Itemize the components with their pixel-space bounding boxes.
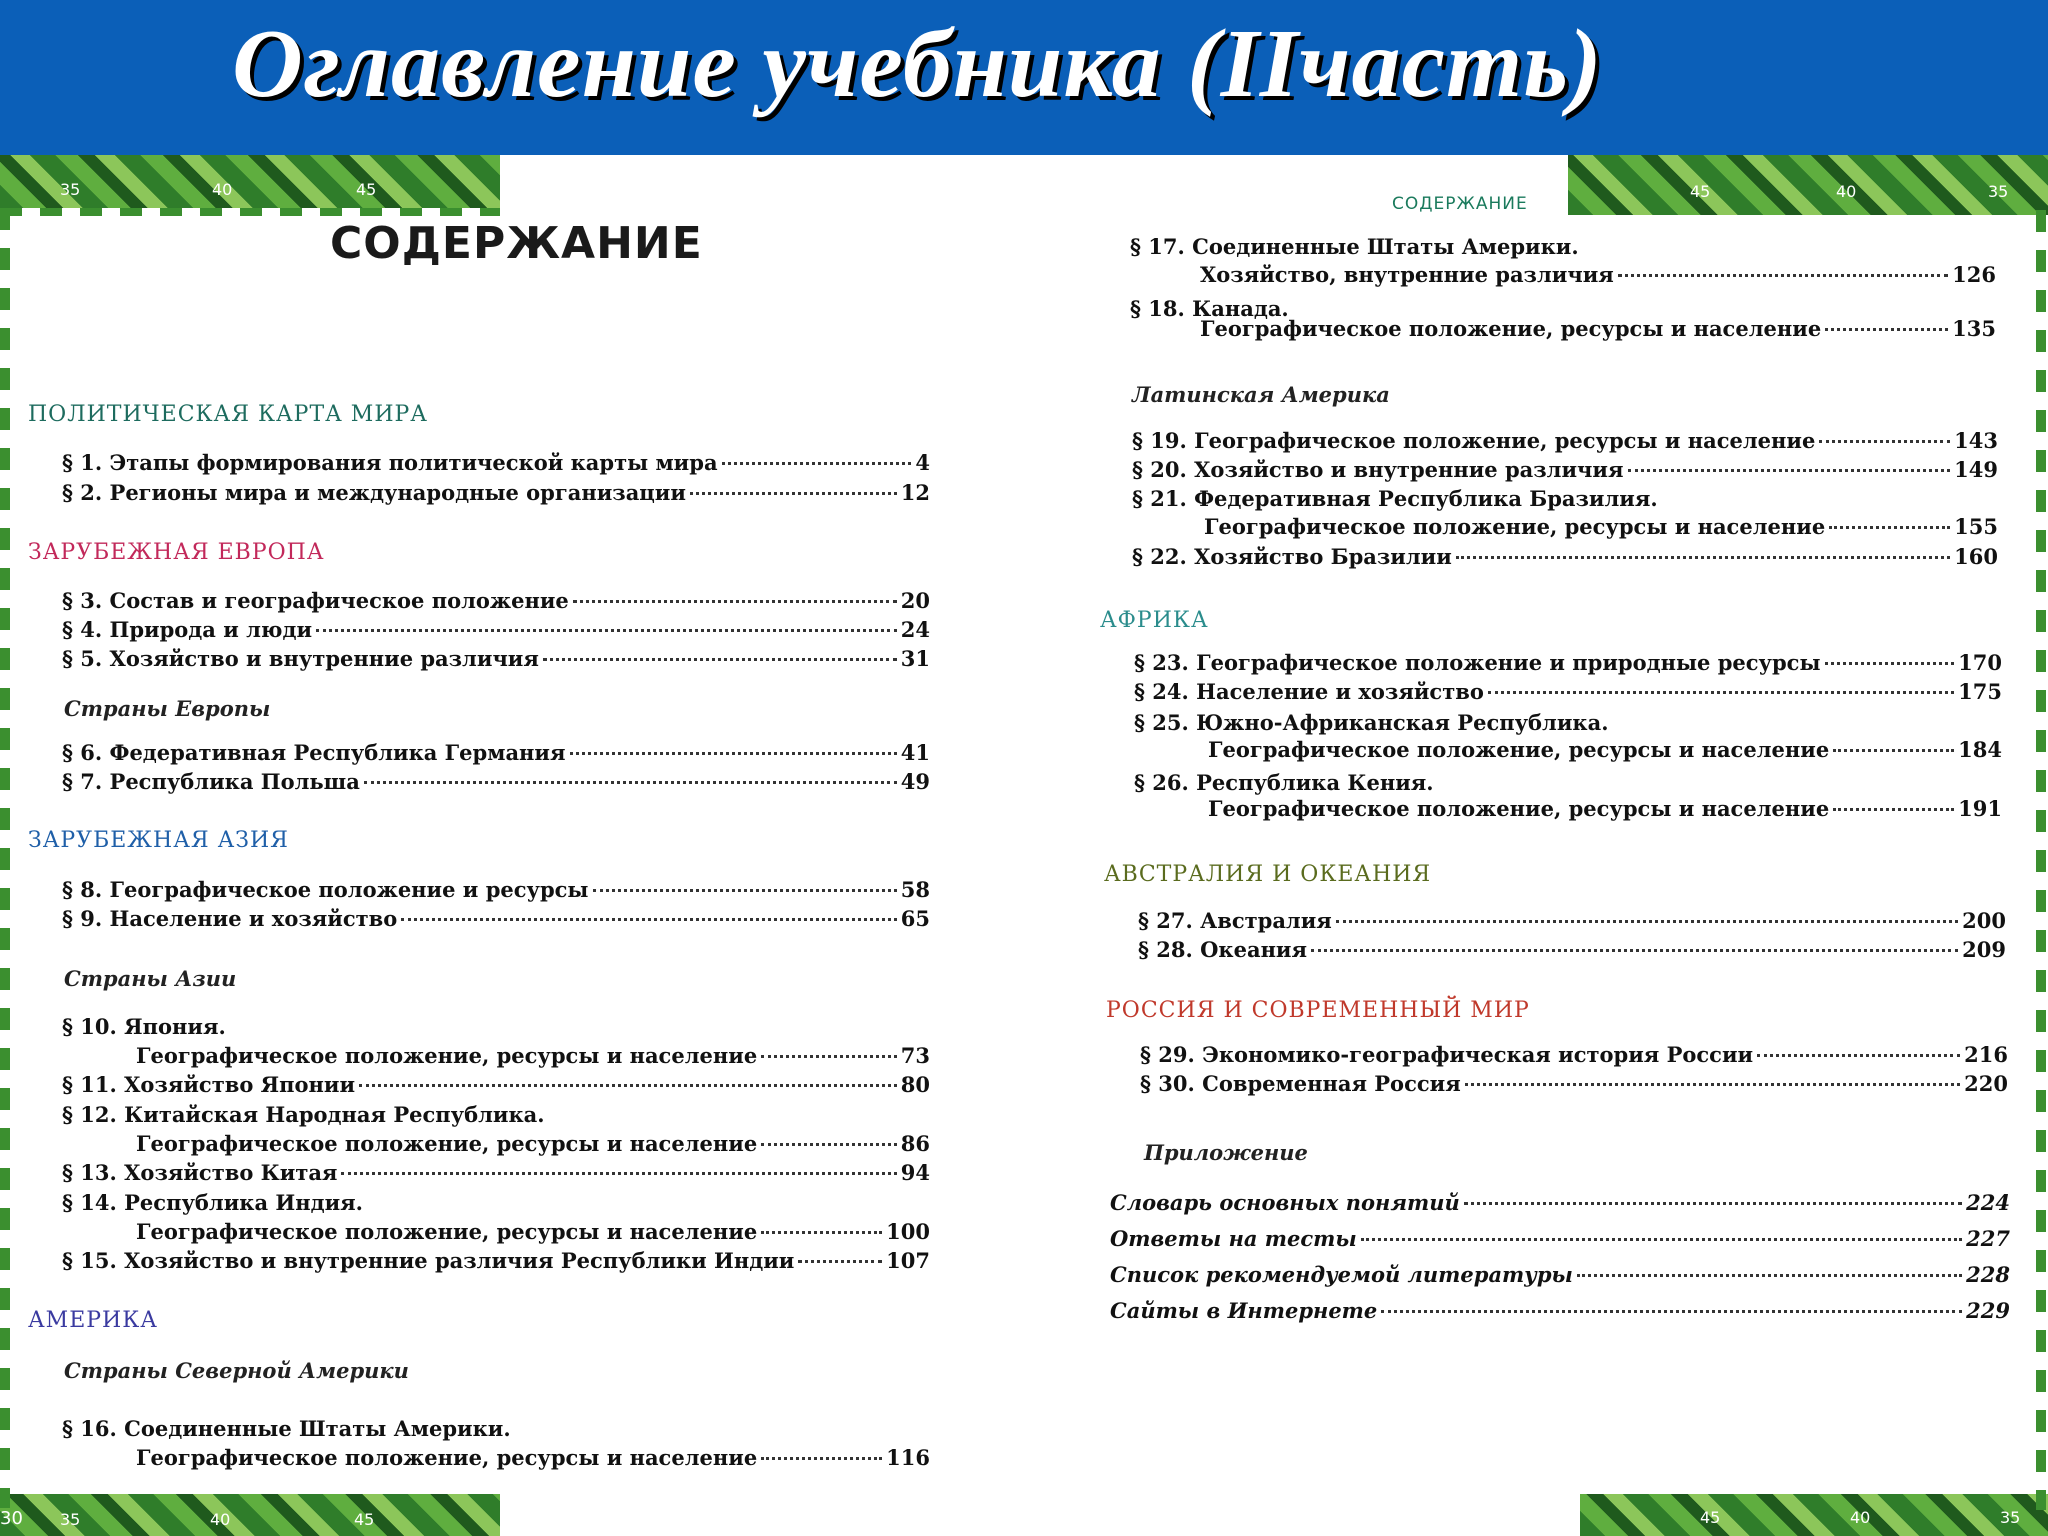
section-heading-america: АМЕРИКА [28,1308,158,1333]
toc-title: СОДЕРЖАНИЕ [330,218,703,269]
toc-entry-test-answers[interactable]: Ответы на тесты 227 [1110,1226,2010,1251]
subheading-countries-asia: Страны Азии [64,966,237,991]
toc-entry-21[interactable]: § 21. Федеративная Республика Бразилия. [1132,486,1658,511]
toc-entry-1[interactable]: § 1. Этапы формирования политической карты мира 4 [62,450,930,475]
page-num-bottom-left-1: 30 [0,1508,23,1529]
toc-entry-4[interactable]: § 4. Природа и люди 24 [62,617,930,642]
toc-entry-6[interactable]: § 6. Федеративная Республика Германия 41 [62,740,930,765]
toc-entry-23[interactable]: § 23. Географическое положение и природные ресурсы 170 [1134,650,2002,675]
section-heading-foreign-asia: ЗАРУБЕЖНАЯ АЗИЯ [28,828,289,853]
toc-entry-10-sub[interactable]: Географическое положение, ресурсы и население 73 [136,1043,930,1068]
toc-entry-17-sub[interactable]: Хозяйство, внутренние различия 126 [1200,262,1996,287]
subheading-countries-north-america: Страны Северной Америки [64,1358,409,1383]
page-num-top-left-3: 45 [356,180,377,199]
toc-entry-18-sub[interactable]: Географическое положение, ресурсы и население 135 [1200,316,1996,341]
subheading-latin-america: Латинская Америка [1132,382,1390,407]
slide-title: Оглавление учебника (IIчасть) [232,10,1603,118]
section-heading-foreign-europe: ЗАРУБЕЖНАЯ ЕВРОПА [28,540,325,565]
toc-entry-18[interactable]: § 18. Канада. [1130,296,1289,321]
toc-entry-literature[interactable]: Список рекомендуемой литературы 228 [1110,1262,2010,1287]
toc-entry-9[interactable]: § 9. Население и хозяйство 65 [62,906,930,931]
toc-entry-21-sub[interactable]: Географическое положение, ресурсы и население 155 [1204,514,1998,539]
toc-entry-15[interactable]: § 15. Хозяйство и внутренние различия Республики Индии 107 [62,1248,930,1273]
toc-entry-2[interactable]: § 2. Регионы мира и международные организации 12 [62,480,930,505]
toc-entry-29[interactable]: § 29. Экономико-географическая история России 216 [1140,1042,2008,1067]
toc-entry-8[interactable]: § 8. Географическое положение и ресурсы 58 [62,877,930,902]
subheading-appendix: Приложение [1144,1140,1308,1165]
toc-entry-glossary[interactable]: Словарь основных понятий 224 [1110,1190,2010,1215]
toc-entry-28[interactable]: § 28. Океания 209 [1138,937,2006,962]
checker-border-left [0,208,10,1508]
toc-entry-26[interactable]: § 26. Республика Кения. [1134,770,1434,795]
page-num-bottom-right-2: 40 [1850,1508,1871,1527]
page-num-bottom-left-3: 40 [210,1510,231,1529]
page-num-bottom-right-1: 45 [1700,1508,1721,1527]
subheading-countries-europe: Страны Европы [64,696,271,721]
toc-entry-25-sub[interactable]: Географическое положение, ресурсы и население 184 [1208,737,2002,762]
toc-entry-7[interactable]: § 7. Республика Польша 49 [62,769,930,794]
toc-entry-25[interactable]: § 25. Южно-Африканская Республика. [1134,710,1609,735]
toc-entry-19[interactable]: § 19. Географическое положение, ресурсы и население 143 [1132,428,1998,453]
section-heading-africa: АФРИКА [1100,608,1209,633]
page-num-top-right-3: 35 [1988,182,2009,201]
toc-entry-16[interactable]: § 16. Соединенные Штаты Америки. [62,1416,511,1441]
section-heading-russia-modern-world: РОССИЯ И СОВРЕМЕННЫЙ МИР [1106,998,1530,1023]
toc-entry-30[interactable]: § 30. Современная Россия 220 [1140,1071,2008,1096]
toc-entry-10[interactable]: § 10. Япония. [62,1014,226,1039]
checker-border-right [2036,210,2046,1510]
toc-entry-20[interactable]: § 20. Хозяйство и внутренние различия 149 [1132,457,1998,482]
page-num-top-right-1: 45 [1690,182,1711,201]
toc-entry-14[interactable]: § 14. Республика Индия. [62,1190,363,1215]
page-num-top-right-2: 40 [1836,182,1857,201]
running-head: СОДЕРЖАНИЕ [1392,194,1528,214]
toc-entry-22[interactable]: § 22. Хозяйство Бразилии 160 [1132,544,1998,569]
toc-entry-5[interactable]: § 5. Хозяйство и внутренние различия 31 [62,646,930,671]
toc-entry-17[interactable]: § 17. Соединенные Штаты Америки. [1130,234,1579,259]
toc-entry-12-sub[interactable]: Географическое положение, ресурсы и население 86 [136,1131,930,1156]
checker-border-top [0,208,500,216]
toc-entry-26-sub[interactable]: Географическое положение, ресурсы и население 191 [1208,796,2002,821]
page-num-top-left-1: 35 [60,180,81,199]
toc-entry-12[interactable]: § 12. Китайская Народная Республика. [62,1102,545,1127]
toc-entry-11[interactable]: § 11. Хозяйство Японии 80 [62,1072,930,1097]
section-heading-political-map: ПОЛИТИЧЕСКАЯ КАРТА МИРА [28,402,428,427]
toc-entry-16-sub[interactable]: Географическое положение, ресурсы и население 116 [136,1445,930,1470]
page-num-bottom-left-2: 35 [60,1510,81,1529]
page-num-bottom-right-3: 35 [2000,1508,2021,1527]
page-num-bottom-left-4: 45 [354,1510,375,1529]
leaf-strip-top-right [1568,155,2048,215]
toc-entry-websites[interactable]: Сайты в Интернете 229 [1110,1298,2010,1323]
section-heading-australia-oceania: АВСТРАЛИЯ И ОКЕАНИЯ [1104,862,1432,887]
toc-entry-3[interactable]: § 3. Состав и географическое положение 20 [62,588,930,613]
page-num-top-left-2: 40 [212,180,233,199]
leaf-strip-bottom-right [1580,1494,2048,1536]
toc-entry-24[interactable]: § 24. Население и хозяйство 175 [1134,679,2002,704]
toc-entry-13[interactable]: § 13. Хозяйство Китая 94 [62,1160,930,1185]
slide-title-banner [0,0,2048,155]
toc-entry-14-sub[interactable]: Географическое положение, ресурсы и население 100 [136,1219,930,1244]
toc-entry-27[interactable]: § 27. Австралия 200 [1138,908,2006,933]
